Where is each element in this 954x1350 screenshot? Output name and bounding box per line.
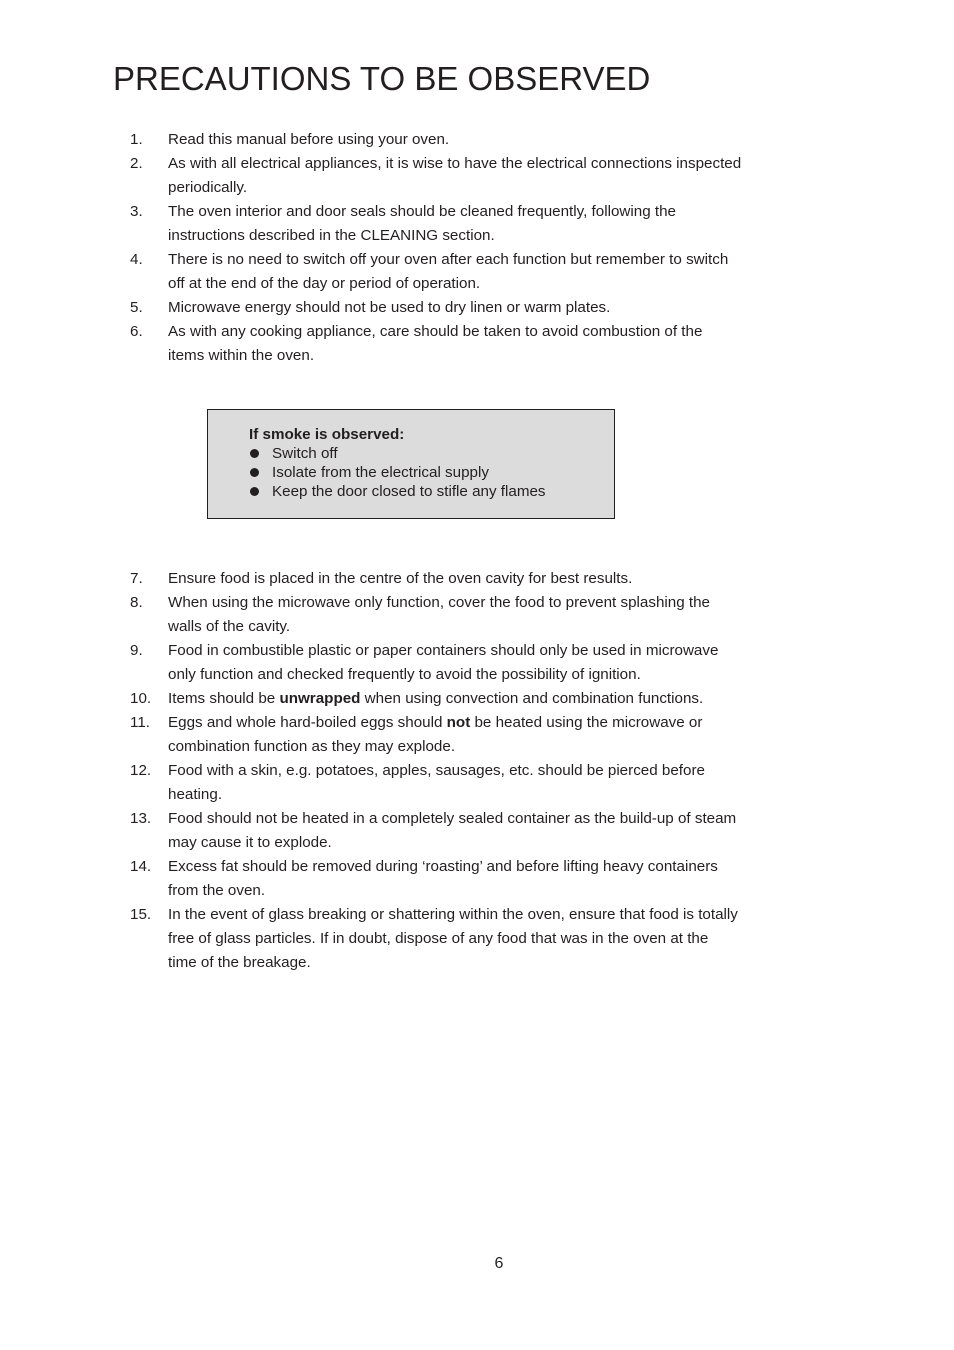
item-text: heating. <box>168 786 223 803</box>
item-text: In the event of glass breaking or shattering within the oven, ensure that food is totally <box>168 906 738 923</box>
item-number: 8. <box>130 594 143 611</box>
item-number: 4. <box>130 251 143 268</box>
list-item <box>130 152 780 200</box>
item-text: be heated using the microwave or <box>470 714 703 731</box>
smoke-warning-box <box>207 409 615 519</box>
item-text: Food with a skin, e.g. potatoes, apples, sausages, etc. should be pierced before <box>168 762 705 779</box>
item-number: 15. <box>130 906 152 923</box>
item-number: 14. <box>130 858 152 875</box>
item-number: 9. <box>130 642 143 659</box>
list-item <box>130 200 780 248</box>
item-text: There is no need to switch off your oven after each function but remember to switch <box>168 251 729 268</box>
item-text: may cause it to explode. <box>168 834 332 851</box>
list-item <box>130 855 780 903</box>
item-text: items within the oven. <box>168 347 315 364</box>
item-text: Keep the door closed to stifle any flames <box>272 483 546 500</box>
item-number: 10. <box>130 690 152 707</box>
item-text: Eggs and whole hard-boiled eggs should <box>168 714 447 731</box>
list-item <box>130 687 780 711</box>
item-text: combination function as they may explode. <box>168 738 456 755</box>
smoke-warning-list <box>249 444 614 501</box>
item-number: 12. <box>130 762 152 779</box>
list-item <box>249 482 614 501</box>
item-number: 11. <box>130 714 150 731</box>
item-text: Switch off <box>272 445 338 462</box>
bullet-icon <box>250 487 259 496</box>
item-text: As with all electrical appliances, it is wise to have the electrical connections inspected <box>168 155 742 172</box>
page-number: 6 <box>494 1255 504 1272</box>
list-item <box>130 711 780 759</box>
emphasis-text: unwrapped <box>279 690 361 707</box>
item-number: 2. <box>130 155 143 172</box>
item-text: When using the microwave only function, cover the food to prevent splashing the <box>168 594 710 611</box>
item-text: off at the end of the day or period of operation. <box>168 275 481 292</box>
item-text: walls of the cavity. <box>168 618 291 635</box>
list-item <box>130 759 780 807</box>
item-text: Microwave energy should not be used to dry linen or warm plates. <box>168 299 611 316</box>
item-text: instructions described in the CLEANING section. <box>168 227 495 244</box>
item-text: when using convection and combination functions. <box>360 690 704 707</box>
item-number: 1. <box>130 131 143 148</box>
item-text: Excess fat should be removed during ‘roasting’ and before lifting heavy containers <box>168 858 718 875</box>
item-text: Read this manual before using your oven. <box>168 131 450 148</box>
list-item <box>130 639 780 687</box>
item-number: 5. <box>130 299 143 316</box>
item-text: Isolate from the electrical supply <box>272 464 489 481</box>
item-number: 7. <box>130 570 143 587</box>
bullet-icon <box>250 468 259 477</box>
list-item <box>130 296 780 320</box>
list-item <box>130 320 780 368</box>
item-text: from the oven. <box>168 882 266 899</box>
item-text: Food in combustible plastic or paper containers should only be used in microwave <box>168 642 719 659</box>
precautions-list-part-1 <box>130 128 780 368</box>
page-title: PRECAUTIONS TO BE OBSERVED <box>113 60 651 97</box>
item-text: Ensure food is placed in the centre of the oven cavity for best results. <box>168 570 633 587</box>
smoke-warning-title: If smoke is observed: <box>249 426 405 443</box>
item-text: Food should not be heated in a completely sealed container as the build-up of steam <box>168 810 737 827</box>
list-item <box>249 463 614 482</box>
list-item <box>130 591 780 639</box>
list-item <box>130 567 780 591</box>
item-text: time of the breakage. <box>168 954 311 971</box>
item-number: 6. <box>130 323 143 340</box>
precautions-list-part-2 <box>130 567 780 975</box>
item-text: free of glass particles. If in doubt, dispose of any food that was in the oven at the <box>168 930 709 947</box>
list-item <box>130 248 780 296</box>
list-item <box>249 444 614 463</box>
emphasis-text: not <box>446 714 471 731</box>
item-text: Items should be <box>168 690 280 707</box>
item-text: As with any cooking appliance, care should be taken to avoid combustion of the <box>168 323 703 340</box>
item-text: only function and checked frequently to avoid the possibility of ignition. <box>168 666 641 683</box>
item-number: 3. <box>130 203 143 220</box>
list-item <box>130 128 780 152</box>
list-item <box>130 903 780 975</box>
item-number: 13. <box>130 810 152 827</box>
item-text: periodically. <box>168 179 248 196</box>
bullet-icon <box>250 449 259 458</box>
list-item <box>130 807 780 855</box>
item-text: The oven interior and door seals should be cleaned frequently, following the <box>168 203 676 220</box>
